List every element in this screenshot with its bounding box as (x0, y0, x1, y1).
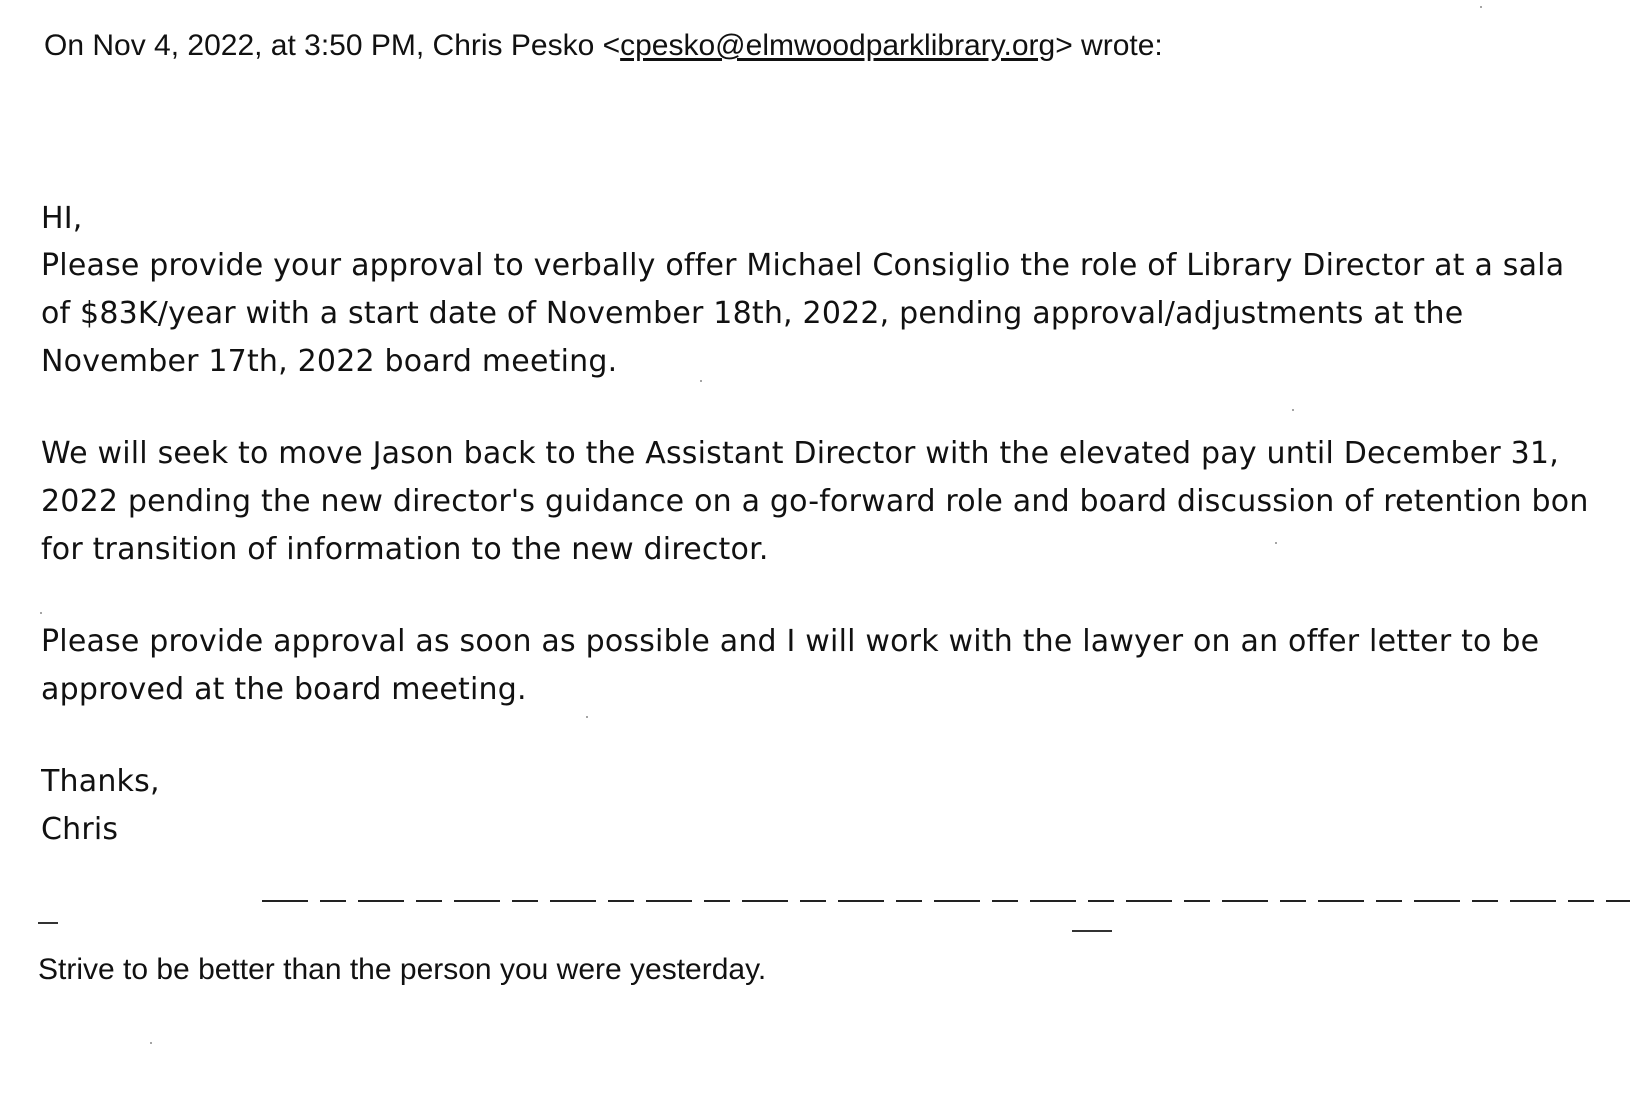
signature-separator-mark (38, 922, 58, 924)
paragraph-line: of $83K/year with a start date of November 18th, 2022, pending approval/adjustments at the (41, 296, 1464, 331)
paragraph-line: Please provide your approval to verbally offer Michael Consiglio the role of Library Director at a sala (41, 248, 1565, 283)
signature-quote: Strive to be better than the person you were yesterday. (38, 953, 767, 986)
paragraph-assistant-director (41, 430, 1630, 574)
paragraph-line: Please provide approval as soon as possible and I will work with the lawyer on an offer letter to be (41, 624, 1540, 659)
scan-speck (1292, 409, 1294, 411)
email-reply-header (44, 26, 1163, 66)
signature-separator-mark (1072, 930, 1112, 932)
scan-speck (700, 380, 702, 382)
scan-speck (40, 612, 42, 614)
signature-separator (262, 900, 1630, 902)
greeting-text: HI, (41, 201, 83, 236)
paragraph-approval-request (41, 618, 1630, 714)
closing (41, 758, 1630, 854)
scan-speck (1275, 542, 1277, 544)
paragraph-line: for transition of information to the new director. (41, 532, 769, 567)
paragraph-line: November 17th, 2022 board meeting. (41, 344, 618, 379)
scan-speck (586, 716, 588, 718)
closing-thanks: Thanks, (41, 764, 160, 799)
paragraph-line: 2022 pending the new director's guidance on a go-forward role and board discussion of retention bon (41, 484, 1589, 519)
closing-signature-name: Chris (41, 812, 119, 847)
paragraph-line: We will seek to move Jason back to the Assistant Director with the elevated pay until December 31, (41, 436, 1559, 471)
sender-email-link[interactable]: cpesko@elmwoodparklibrary.org (620, 29, 1056, 62)
reply-header-prefix: On Nov 4, 2022, at 3:50 PM, Chris Pesko < (44, 29, 621, 62)
scan-speck (1480, 6, 1482, 8)
scan-speck (150, 1042, 152, 1044)
greeting (41, 195, 1630, 243)
reply-header-suffix: > wrote: (1055, 29, 1163, 62)
paragraph-offer-approval (41, 242, 1630, 386)
paragraph-line: approved at the board meeting. (41, 672, 527, 707)
